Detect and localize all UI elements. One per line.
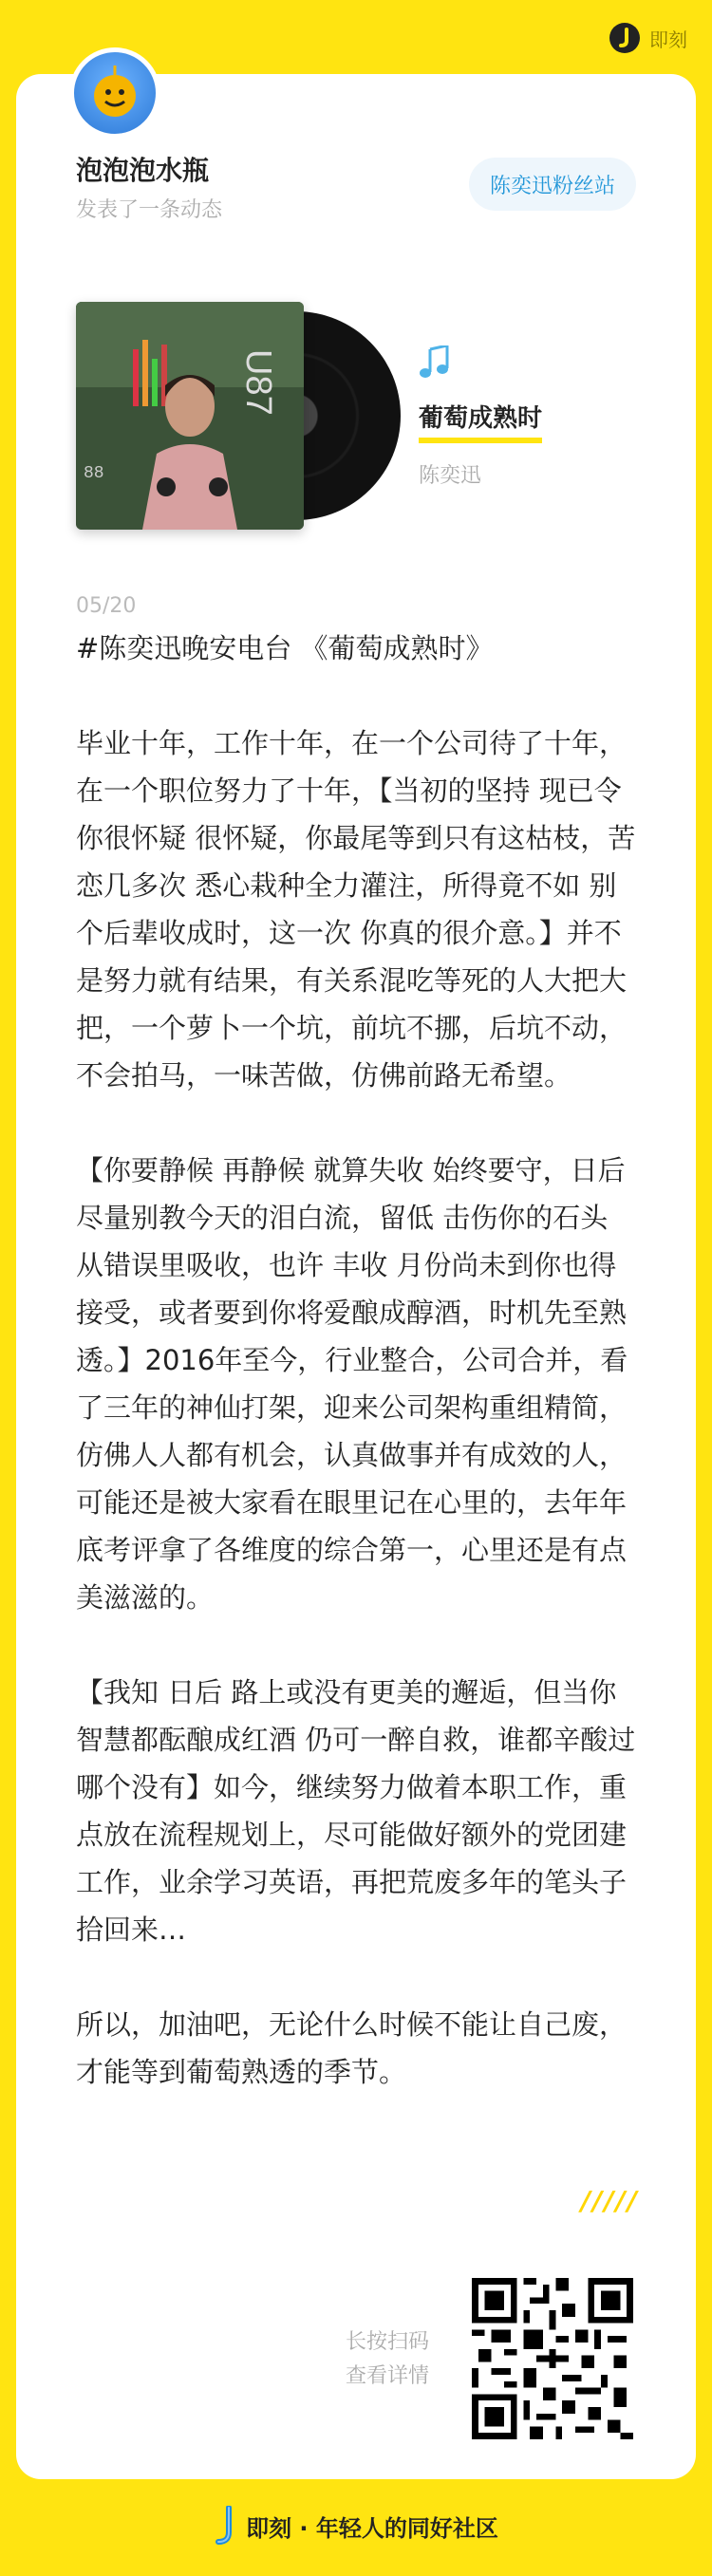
song-title[interactable]: 葡萄成熟时 [419, 399, 542, 443]
author-name[interactable]: 泡泡泡水瓶 [76, 155, 210, 186]
music-note-icon [419, 345, 451, 380]
post-paragraph: 毕业十年，工作十年，在一个公司待了十年，在一个职位努力了十年，【当初的坚持 现已令你很怀疑 很怀疑，你最尾等到只有这枯枝，苦恋几多次 悉心栽种全力灌注，所得竟不如 别个后辈收成时，这一次 你真的很介意。】并不是努力就有结果，有关系混吃等死的人大把大把，一个萝卜一个坑，前坑不挪，后坑不动，不会拍马，一味苦做，仿佛前路无希望。 [76, 727, 636, 1092]
post-paragraph: 【你要静候 再静候 就算失收 始终要守，日后 尽量别教今天的泪白流，留低 击伤你的石头 从错误里吸收，也许 丰收 月份尚未到你也得接受，或者要到你将爱酿成醇酒，时机先至熟透。】2016年至今，行业整合，公司合并，看了三年的神仙打架，迎来公司架构重组精简，仿佛人人都有机会，认真做事并有成效的人，可能还是被大家看在眼里记在心里的，去年年底考评拿了各维度的综合第一，心里还是有点美滋滋的。 [76, 1154, 628, 1614]
jike-logo-icon [609, 23, 640, 53]
song-artist: 陈奕迅 [419, 464, 482, 488]
scan-hint-line: 长按扫码 [346, 2330, 430, 2354]
post-card [16, 74, 696, 2479]
post-paragraph: #陈奕迅晚安电台 《葡萄成熟时》 [76, 632, 494, 664]
brand-header [609, 23, 687, 53]
decorative-slashes: ///// [580, 2185, 639, 2216]
scan-hint [346, 2325, 429, 2394]
group-tag-button[interactable]: 陈奕迅粉丝站 [469, 158, 636, 211]
svg-text:U87: U87 [238, 349, 278, 416]
brand-label: 即刻 [649, 28, 687, 51]
scan-hint-line: 查看详情 [346, 2364, 430, 2388]
post-date: 05/20 [76, 594, 137, 618]
svg-text:88: 88 [84, 464, 104, 483]
qr-code[interactable] [472, 2278, 633, 2439]
post-body [76, 625, 642, 2143]
post-paragraph: 【我知 日后 路上或没有更美的邂逅，但当你智慧都酝酿成红酒 仍可一醉自救，谁都辛酸过 哪个没有】如今，继续努力做着本职工作，重点放在流程规划上，尽可能做好额外的党团建工作，业余学习英语，再把荒废多年的笔头子拾回来… [76, 1676, 636, 1946]
footer-brand [0, 2506, 712, 2546]
jike-logo-icon [214, 2506, 234, 2546]
footer-label: 即刻 · 年轻人的同好社区 [246, 2514, 498, 2542]
avatar[interactable] [69, 47, 160, 139]
post-paragraph: 所以，加油吧，无论什么时候不能让自己废，才能等到葡萄熟透的季节。 [76, 2008, 628, 2088]
album-cover[interactable] [76, 302, 304, 530]
post-subtitle: 发表了一条动态 [76, 198, 223, 222]
